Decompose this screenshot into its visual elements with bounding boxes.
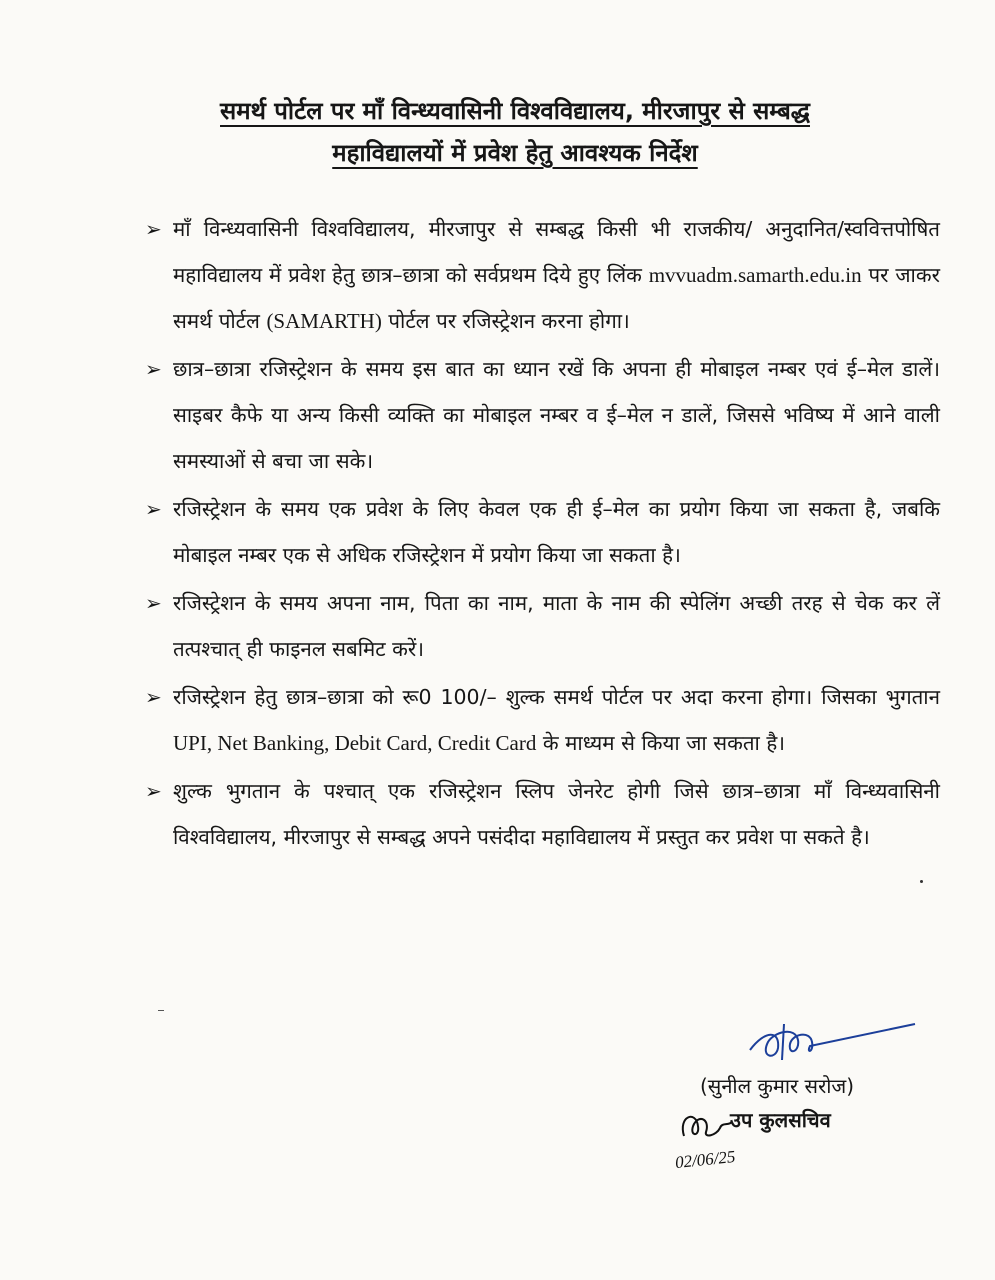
title-line-1: समर्थ पोर्टल पर माँ विन्ध्यवासिनी विश्वविद्यालय, मीरजापुर से सम्बद्ध: [220, 97, 810, 125]
handwritten-initials: [676, 1106, 736, 1146]
instruction-item: [145, 768, 940, 860]
instruction-item: [145, 346, 940, 484]
arrowhead-bullet-icon: ➢: [145, 217, 162, 241]
scan-speck: [158, 1010, 164, 1011]
portal-link[interactable]: mvvuadm.samarth.edu.in: [648, 263, 862, 287]
notice-title: [120, 90, 910, 174]
instructions-list: [145, 206, 940, 862]
instruction-text: माँ विन्ध्यवासिनी विश्वविद्यालय, मीरजापुर से सम्बद्ध किसी भी राजकीय/ अनुदानित/स्ववित्तपोषित महाविद्यालय में प्रवेश हेतु छात्र–छात्रा को सर्वप्रथम दिये हुए लिंक: [173, 217, 940, 287]
payment-methods: UPI, Net Banking, Debit Card, Credit Card: [173, 731, 537, 755]
arrowhead-bullet-icon: ➢: [145, 497, 162, 521]
arrowhead-bullet-icon: ➢: [145, 357, 162, 381]
arrowhead-bullet-icon: ➢: [145, 591, 162, 615]
instruction-item: ➢ माँ विन्ध्यवासिनी विश्वविद्यालय, मीरजापुर से सम्बद्ध किसी भी राजकीय/ अनुदानित/स्ववित्तपोषित महाविद्यालय में प्रवेश हेतु छात्र–छात्रा को सर्वप्रथम दिये हुए लिंक mvvuadm.samarth.edu.in पर जाकर समर्थ पोर्टल (SAMARTH) पोर्टल पर रजिस्ट्रेशन करना होगा।: [145, 206, 940, 344]
arrowhead-bullet-icon: ➢: [145, 685, 162, 709]
signature-block: [660, 1010, 960, 1210]
instruction-text: रजिस्ट्रेशन के समय एक प्रवेश के लिए केवल एक ही ई–मेल का प्रयोग किया जा सकता है, जबकि मोबाइल नम्बर एक से अधिक रजिस्ट्रेशन में प्रयोग किया जा सकता है।: [173, 497, 940, 567]
instruction-item: [145, 486, 940, 578]
arrowhead-bullet-icon: ➢: [145, 779, 162, 803]
scan-speck: [920, 880, 923, 883]
handwritten-date: 02/06/25: [674, 1146, 737, 1173]
handwritten-signature: [740, 1020, 920, 1070]
instruction-item: [145, 580, 940, 672]
title-line-2: महाविद्यालयों में प्रवेश हेतु आवश्यक निर्देश: [332, 139, 698, 167]
instruction-text: शुल्क भुगतान के पश्चात् एक रजिस्ट्रेशन स्लिप जेनरेट होगी जिसे छात्र–छात्रा माँ विन्ध्यवासिनी विश्वविद्यालय, मीरजापुर से सम्बद्ध अपने पसंदीदा महाविद्यालय में प्रस्तुत कर प्रवेश पा सकते है।: [173, 779, 940, 849]
instruction-item: ➢ रजिस्ट्रेशन हेतु छात्र–छात्रा को रू0 100/– शुल्क समर्थ पोर्टल पर अदा करना होगा। जिसका भुगतान UPI, Net Banking, Debit Card, Credit Card के माध्यम से किया जा सकता है।: [145, 674, 940, 766]
instruction-text: छात्र–छात्रा रजिस्ट्रेशन के समय इस बात का ध्यान रखें कि अपना ही मोबाइल नम्बर एवं ई–मेल डालें। साइबर कैफे या अन्य किसी व्यक्ति का मोबाइल नम्बर व ई–मेल न डालें, जिससे भविष्य में आने वाली समस्याओं से बचा जा सके।: [173, 357, 940, 473]
instruction-text: रजिस्ट्रेशन के समय अपना नाम, पिता का नाम, माता के नाम की स्पेलिंग अच्छी तरह से चेक कर लें तत्पश्चात् ही फाइनल सबमिट करें।: [173, 591, 940, 661]
signer-name: (सुनील कुमार सरोज): [700, 1074, 855, 1098]
signer-designation: उप कुलसचिव: [730, 1108, 831, 1132]
instruction-text: रजिस्ट्रेशन हेतु छात्र–छात्रा को रू0 100/– शुल्क समर्थ पोर्टल पर अदा करना होगा। जिसका भुगतान: [173, 685, 940, 709]
